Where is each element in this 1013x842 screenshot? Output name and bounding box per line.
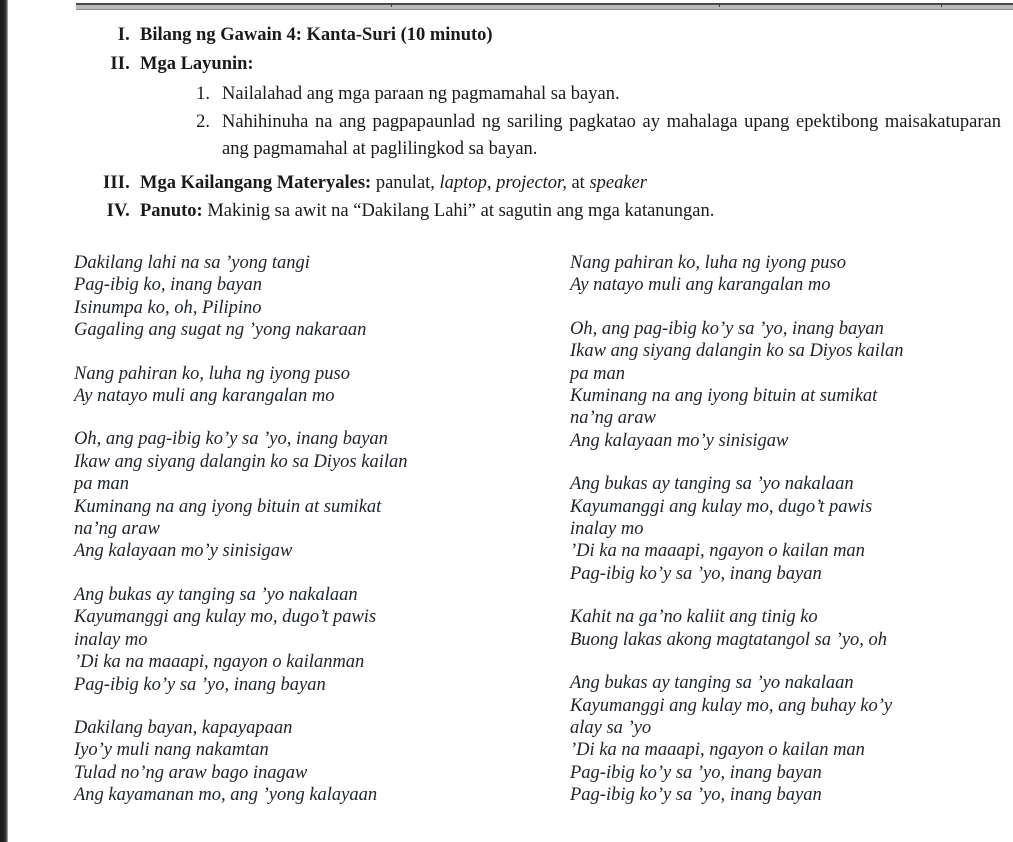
lyrics-line: Kuminang na ang iyong bituin at sumikat — [74, 496, 382, 517]
materials-run-1: panulat, — [371, 172, 440, 193]
lyrics-line: Tulad no’ng araw bago inagaw — [74, 762, 308, 783]
lyrics-stanza — [570, 606, 1010, 651]
lyrics-line: ’Di ka na maaapi, ngayon o kailanman — [74, 652, 365, 673]
lyrics-stanza — [570, 473, 1010, 585]
lyrics-line: Iyo’y muli nang nakamtan — [74, 740, 269, 761]
outline-item-i — [88, 22, 1003, 50]
outline-body-iv — [140, 198, 1003, 226]
lyrics-line: pa man — [74, 474, 129, 495]
lyrics-line: na’ng araw — [570, 408, 656, 429]
lyrics-line: Isinumpa ko, oh, Pilipino — [74, 297, 262, 318]
lyrics-line: Dakilang bayan, kapayapaan — [74, 717, 293, 738]
lyrics-line: Nang pahiran ko, luha ng iyong puso — [74, 363, 350, 384]
lyrics-stanza — [570, 672, 1010, 806]
lyrics-line: Ang bukas ay tanging sa ’yo nakalaan — [570, 673, 854, 694]
lyrics-line: Oh, ang pag-ibig ko’y sa ’yo, inang bayan — [74, 429, 388, 450]
lyrics-line: Dakilang lahi na sa ’yong tangi — [74, 253, 310, 273]
objective-text: Nailalahad ang mga paraan ng pagmamahal sa bayan. — [222, 83, 620, 104]
lyrics-line: Ikaw ang siyang dalangin ko sa Diyos kailan — [74, 451, 408, 472]
lyrics-line: Nang pahiran ko, luha ng iyong puso — [570, 253, 846, 273]
lyrics-line: Kayumanggi ang kulay mo, dugo’t pawis — [74, 607, 377, 628]
outline-item-iv — [88, 198, 1003, 226]
instructions-heading: Panuto: — [140, 201, 203, 222]
lyrics-line: Pag-ibig ko’y sa ’yo, inang bayan — [74, 674, 326, 695]
lyrics-line: Ang kalayaan mo’y sinisigaw — [74, 541, 293, 562]
lyrics-line: Pag-ibig ko’y sa ’yo, inang bayan — [570, 762, 822, 783]
materials-run-2: laptop, projector, — [439, 172, 567, 193]
lyrics-stanza — [74, 584, 544, 696]
lyrics-line: Pag-ibig ko’y sa ’yo, inang bayan — [570, 563, 822, 584]
objective-text: Nahihinuha na ang pagpapaunlad ng sariling pagkatao ay mahalaga upang epektibong maisakatuparan ang pagmamahal at paglilingkod sa bayan. — [222, 111, 1001, 159]
lyrics-line: Gagaling ang sugat ng ’yong nakaraan — [74, 320, 367, 341]
objective-item — [162, 81, 1003, 108]
lyrics-line: Kuminang na ang iyong bituin at sumikat — [570, 386, 878, 407]
lyrics-line: inalay mo — [570, 519, 644, 540]
activity-title: Bilang ng Gawain 4: Kanta-Suri (10 minuto) — [140, 25, 493, 45]
outline-numeral-i: I. — [117, 25, 130, 45]
outline-item-ii — [88, 51, 1003, 164]
activity-outline — [88, 22, 1003, 227]
lyrics-stanza — [570, 252, 1010, 297]
lyrics-line: Ang kalayaan mo’y sinisigaw — [570, 430, 789, 451]
lyrics-line: alay sa ’yo — [570, 717, 652, 738]
lyrics-line: Pag-ibig ko’y sa ’yo, inang bayan — [570, 785, 822, 806]
outline-numeral-ii: II. — [110, 53, 130, 74]
lyrics-line: Kahit na ga’no kaliit ang tinig ko — [570, 607, 818, 628]
lyrics-line: Pag-ibig ko, inang bayan — [74, 275, 263, 296]
lyrics-column-right — [570, 252, 1010, 807]
objectives-list-wrap — [140, 81, 1003, 163]
objectives-heading: Mga Layunin: — [140, 53, 254, 74]
lyrics-line: Ang bukas ay tanging sa ’yo nakalaan — [74, 584, 358, 605]
lyrics-line: ’Di ka na maaapi, ngayon o kailan man — [570, 541, 865, 562]
lyrics-line: Ikaw ang siyang dalangin ko sa Diyos kailan — [570, 341, 904, 362]
materials-heading: Mga Kailangang Materyales: — [140, 172, 372, 193]
lyrics-stanza — [570, 318, 1010, 452]
lyrics-column-left — [74, 252, 544, 807]
lyrics-stanza — [74, 363, 544, 408]
objectives-list — [162, 81, 1003, 163]
song-lyrics — [0, 252, 1013, 842]
lyrics-line: ’Di ka na maaapi, ngayon o kailan man — [570, 740, 865, 761]
materials-run-4: speaker — [589, 172, 647, 193]
objective-number: 2. — [196, 111, 210, 132]
lyrics-line: Oh, ang pag-ibig ko’y sa ’yo, inang bayan — [570, 318, 884, 339]
lyrics-line: Ay natayo muli ang karangalan mo — [74, 386, 335, 407]
outline-numeral-iv: IV. — [106, 201, 130, 222]
outline-item-iii — [88, 170, 1003, 198]
lyrics-line: Buong lakas akong magtatangol sa ’yo, oh — [570, 629, 888, 650]
materials-run-3: at — [566, 172, 590, 193]
lyrics-stanza — [74, 252, 544, 342]
outline-numeral-iii: III. — [102, 172, 130, 193]
outline-body-iii — [140, 170, 1003, 198]
lyrics-stanza — [74, 717, 544, 807]
objective-item — [162, 109, 1003, 163]
lyrics-line: pa man — [570, 363, 625, 384]
lyrics-line: Ay natayo muli ang karangalan mo — [570, 275, 831, 296]
outline-body-i — [140, 22, 1003, 50]
lyrics-stanza — [74, 428, 544, 562]
lyrics-line: inalay mo — [74, 629, 148, 650]
outline-body-ii — [140, 51, 1003, 164]
instructions-text: Makinig sa awit na “Dakilang Lahi” at sagutin ang mga katanungan. — [202, 201, 715, 222]
lyrics-line: Ang kayamanan mo, ang ’yong kalayaan — [74, 785, 378, 806]
lyrics-line: Ang bukas ay tanging sa ’yo nakalaan — [570, 474, 854, 495]
lyrics-line: na’ng araw — [74, 519, 160, 540]
lyrics-line: Kayumanggi ang kulay mo, dugo’t pawis — [570, 496, 873, 517]
lyrics-line: Kayumanggi ang kulay mo, ang buhay ko’y — [570, 695, 893, 716]
objective-number: 1. — [196, 83, 210, 104]
